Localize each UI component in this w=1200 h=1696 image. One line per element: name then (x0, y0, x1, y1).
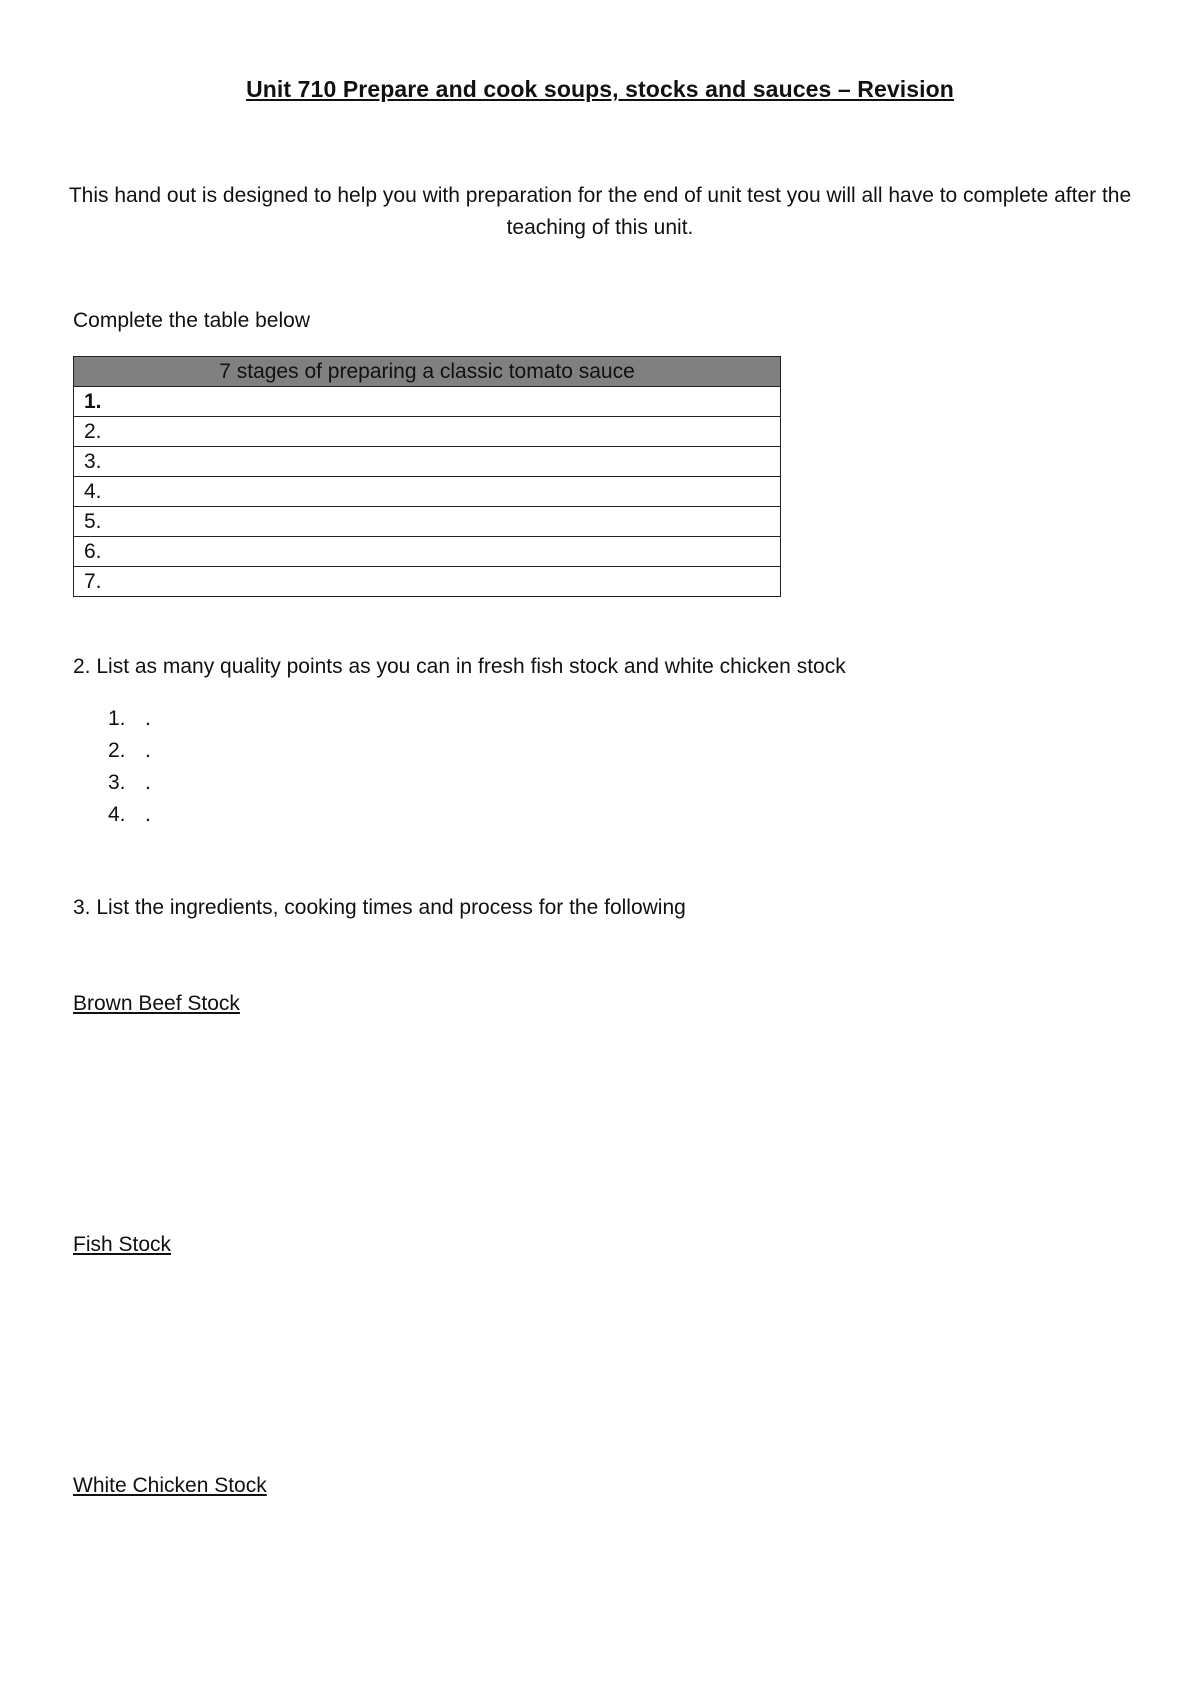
section-heading-brown-beef-stock: Brown Beef Stock (73, 992, 240, 1015)
table-cell[interactable]: 1. (74, 387, 781, 417)
list-item-text[interactable]: . (145, 771, 151, 794)
tomato-sauce-stages-table (73, 356, 781, 597)
list-item (108, 735, 151, 767)
list-item-text[interactable]: . (145, 707, 151, 730)
table-cell[interactable]: 3. (74, 447, 781, 477)
table-row (74, 417, 781, 447)
list-item (108, 767, 151, 799)
question-3: 3. List the ingredients, cooking times and process for the following (73, 896, 686, 919)
table-cell[interactable]: 5. (74, 507, 781, 537)
list-item (108, 799, 151, 831)
table-row (74, 477, 781, 507)
list-item-number: 4. (108, 803, 126, 826)
table-row (74, 447, 781, 477)
quality-points-list (108, 703, 151, 831)
table-cell[interactable]: 7. (74, 567, 781, 597)
list-item-number: 1. (108, 707, 126, 730)
table-row (74, 537, 781, 567)
table-cell[interactable]: 2. (74, 417, 781, 447)
table-row (74, 567, 781, 597)
table-cell[interactable]: 6. (74, 537, 781, 567)
list-item-text[interactable]: . (145, 739, 151, 762)
intro-paragraph: This hand out is designed to help you with preparation for the end of unit test you will all have to complete after the teaching of this unit. (68, 184, 1132, 239)
section-heading-fish-stock: Fish Stock (73, 1233, 172, 1256)
list-item-number: 2. (108, 739, 126, 762)
page-title: Unit 710 Prepare and cook soups, stocks and sauces – Revision (246, 76, 954, 102)
question-2: 2. List as many quality points as you can in fresh fish stock and white chicken stock (73, 655, 846, 678)
list-item-text[interactable]: . (145, 803, 151, 826)
table-header: 7 stages of preparing a classic tomato sauce (74, 357, 781, 387)
table-row (74, 507, 781, 537)
table-row (74, 387, 781, 417)
list-item (108, 703, 151, 735)
table-instruction: Complete the table below (73, 309, 310, 332)
section-heading-white-chicken-stock: White Chicken Stock (73, 1474, 267, 1497)
list-item-number: 3. (108, 771, 126, 794)
table-cell[interactable]: 4. (74, 477, 781, 507)
